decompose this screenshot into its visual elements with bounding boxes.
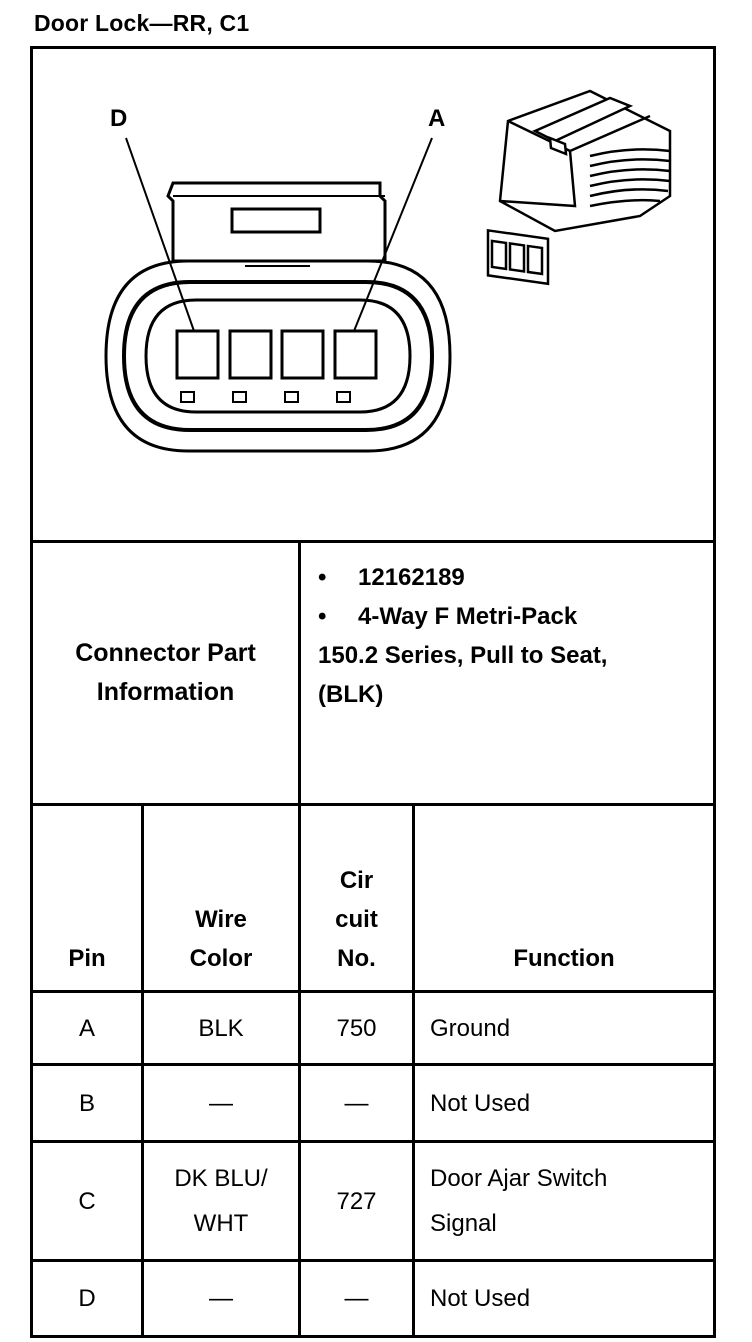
- pin-label-a: A: [428, 105, 446, 132]
- connector-cavity: [146, 300, 410, 412]
- connector-isometric-illustration: [488, 91, 670, 284]
- wire-color-value: BLK: [198, 1014, 244, 1042]
- function-value: Not Used: [430, 1089, 531, 1117]
- circuit-value: —: [344, 1089, 369, 1117]
- table-row-c-circuit: [301, 1143, 412, 1259]
- table-row-c-function: [430, 1143, 710, 1259]
- connector-color: (BLK): [318, 681, 384, 708]
- bullet-icon: •: [318, 564, 327, 591]
- header-function-label: Function: [513, 945, 615, 972]
- header-pin-label: Pin: [68, 945, 106, 972]
- table-row-b-circuit: [301, 1066, 412, 1140]
- connector-type-item: [318, 597, 708, 636]
- function-value-line2: Signal: [430, 1210, 497, 1237]
- terminal-b: [282, 331, 323, 378]
- page-title: Door Lock—RR, C1: [34, 10, 250, 36]
- wire-color-value-line2: WHT: [193, 1210, 249, 1237]
- table-row-c-wire: [144, 1143, 298, 1259]
- part-number: 12162189: [358, 564, 465, 591]
- header-circuit-line2: cuit: [335, 906, 378, 933]
- circuit-value: 750: [336, 1014, 377, 1042]
- function-value: Not Used: [430, 1285, 531, 1312]
- pin-value: A: [78, 1014, 95, 1042]
- table-row-a-wire: [144, 993, 298, 1063]
- header-wire-color-line1: Wire: [195, 906, 247, 933]
- table-row-b-function: [430, 1066, 710, 1140]
- circuit-value: 727: [336, 1187, 377, 1215]
- table-row-d-function: [430, 1262, 710, 1335]
- table-row-d-pin: [33, 1262, 141, 1335]
- table-row-a-function: [430, 993, 710, 1063]
- bullet-icon: •: [318, 603, 327, 630]
- header-wire-color: [144, 806, 298, 990]
- table-row-d-circuit: [301, 1262, 412, 1335]
- function-value: Ground: [430, 1014, 511, 1042]
- divider-info-vertical: [298, 540, 301, 806]
- circuit-value: —: [344, 1285, 369, 1312]
- terminal-c: [230, 331, 271, 378]
- connector-drawing: [30, 46, 716, 542]
- connector-info-label: [33, 543, 298, 803]
- connector-info-details: [318, 558, 708, 714]
- pin-label-d: D: [110, 105, 128, 132]
- connector-info-label-line1: Connector Part: [75, 639, 256, 667]
- pin-value: C: [78, 1187, 96, 1215]
- table-row-b-wire: [144, 1066, 298, 1140]
- connector-type: 4-Way F Metri-Pack: [358, 603, 578, 630]
- table-row-a-pin: [33, 993, 141, 1063]
- wire-color-value: —: [209, 1089, 233, 1117]
- connector-series: 150.2 Series, Pull to Seat,: [318, 642, 608, 669]
- header-circuit-line1: Cir: [339, 867, 374, 894]
- table-row-d-wire: [144, 1262, 298, 1335]
- terminal-d: [177, 331, 218, 378]
- table-row-c-pin: [33, 1143, 141, 1259]
- part-number-item: [318, 558, 708, 597]
- header-function: [415, 806, 713, 990]
- wire-color-value: —: [209, 1285, 233, 1312]
- terminal-a: [335, 331, 376, 378]
- function-value-line1: Door Ajar Switch: [430, 1165, 608, 1192]
- header-pin: [33, 806, 141, 990]
- header-circuit-no: [301, 806, 412, 990]
- table-row-a-circuit: [301, 993, 412, 1063]
- connector-info-label-line2: Information: [96, 678, 235, 706]
- wire-color-value-line1: DK BLU/: [174, 1165, 268, 1192]
- table-row-b-pin: [33, 1066, 141, 1140]
- latch-block: [168, 183, 385, 261]
- connector-diagram: [30, 46, 716, 542]
- pin-value: D: [78, 1285, 96, 1312]
- pin-value: B: [78, 1089, 95, 1117]
- header-wire-color-line2: Color: [189, 945, 253, 972]
- header-circuit-line3: No.: [337, 945, 376, 972]
